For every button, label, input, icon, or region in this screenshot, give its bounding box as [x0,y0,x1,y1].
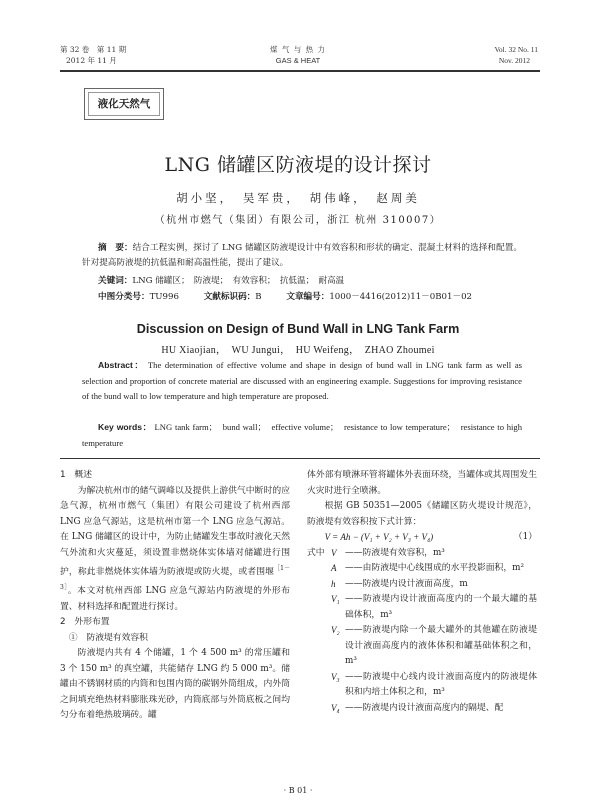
abstract-rule [60,458,540,459]
article-no-value: 1000－4416(2012)11－0B01－02 [329,292,473,302]
header-rule [60,70,540,72]
authors-cn: 胡小坚， 吴军贵， 胡伟峰， 赵周美 [176,191,420,205]
variable-description: ——防液堤内设计液面高度内的隔堤、配 [345,702,504,713]
header-volume-issue: 第 32 卷 第 11 期 [60,45,127,54]
classification-line [82,290,522,305]
variable-description: ——防液堤内除一个最大罐外的其他罐在防液堤设计液面高度内的液体体积和罐基础体积之和，m³ [345,625,537,666]
formula-number: （1） [513,532,537,542]
paragraph-overview: 为解决杭州市的储气调峰以及提供上游供气中断时的应急气源，杭州市燃气（集团）有限公司建设了杭州西部 LNG 应急气源站，这是杭州市第一个 LNG 应急气源站。在 LNG 储罐区的设计中，为防止储罐发生事故时液化天然气外流和火灾蔓延，须设置非燃烧体实体墙对储罐进行围护，称此非燃烧体实体墙为防液堤或防火堤，或者围堰$^{[1-3]}$。本文对杭州西部 LNG 应急气源站内防液堤的外形布置、材料选择和配置进行探讨。 [60,485,290,612]
formula-1: V = Ah − (V₁ + V₂ + V₃ + V₄) [324,532,434,542]
abstract-cn [82,241,522,271]
variable-symbol: h [331,578,336,589]
variable-symbol: V [331,547,337,558]
page-number: · B 01 · [283,786,313,795]
keywords-en-label: Key words： [98,422,152,432]
abstract-en-label: Abstract： [98,360,145,370]
citation-1-3: ［1－3］ [60,565,290,592]
variable-description: ——防液堤内设计液面高度内的一个最大罐的基础体积，m³ [345,594,537,620]
variable-definitions [307,546,537,717]
variable-row [331,561,537,577]
authors-en: HU Xiaojian， WU Jungui， HU Weifeng， ZHAO Zhoumei [161,345,435,356]
header-date-en: Nov. 2012 [498,56,530,65]
keywords-en-text: LNG tank farm； bund wall； effective volume； resistance to low temperature； resistance to high temperature [82,422,522,448]
header-journal-en: GAS & HEAT [275,56,321,65]
variable-description: ——由防液堤中心线围成的水平投影面积，m² [345,563,525,573]
formula-row [307,530,537,546]
variable-description: ——防液堤中心线内设计液面高度内的防液堤体积和内培土体积之和，m³ [345,671,537,697]
section-tag-label: 液化天然气 [88,92,160,116]
variable-row [331,623,537,670]
header-date: 2012 年 11 月 [66,56,117,65]
section-1-heading: 1 概述 [60,470,92,480]
article-title-en: Discussion on Design of Bund Wall in LNG Tank Farm [136,322,460,336]
abstract-en-text: The determination of effective volume and shape in design of bund wall in LNG tank farm as well as selection and proportion of concrete material are discussed with an engineering example. Suggestions for improving resistance of the bund wall to low temperature and high temperature are proposed. [82,360,522,401]
header-vol-en: Vol. 32 No. 11 [494,45,538,54]
variable-description: ——防液堤有效容积，m³ [345,547,445,558]
section-2-heading: 2 外形布置 [60,617,110,628]
variable-list [331,546,537,717]
clc-value: TU996 [149,292,179,302]
where-label: 式中 [307,547,325,558]
keywords-cn-text: LNG 储罐区； 防液堤； 有效容积； 抗低温； 耐高温 [132,276,345,286]
variable-row [331,577,537,593]
variable-row [331,670,537,701]
abstract-cn-label: 摘 要： [98,243,133,253]
variable-row [331,592,537,623]
paragraph-spray: 体外部有喷淋环管将罐体外表面环绕，当罐体或其周围发生火灾时进行全喷淋。 [307,470,537,496]
doc-code-value: B [255,292,262,302]
keywords-en [82,420,522,451]
clc-label: 中图分类号： [98,292,150,302]
subsection-1-heading: ① 防液堤有效容积 [68,632,148,643]
variable-symbol: V₁ [331,594,340,604]
abstract-en [82,358,522,405]
doc-code-label: 文献标识码： [203,292,256,302]
article-title-cn: LNG 储罐区防液堤的设计探讨 [164,154,432,176]
keywords-cn [82,274,522,289]
article-no-label: 文章编号： [286,292,330,302]
variable-symbol: V₃ [331,671,340,682]
variable-row [331,701,537,717]
affiliation-cn: （杭州市燃气（集团）有限公司，浙江 杭州 310007） [154,215,442,226]
variable-row [331,546,537,562]
variable-symbol: V₂ [331,625,340,635]
paragraph-effective-volume: 防液堤内共有 4 个储罐，1 个 4 500 m³ 的常压罐和 3 个 150 m³ 的真空罐，共能储存 LNG 约 5 000 m³。储罐由不锈钢材质的内筒和包围内筒的碳钢外筒组成，内外筒之间填充绝热材料膨胀珠光砂，内筒底部与外筒底板之间均匀分布着绝热玻璃砖。罐 [60,648,290,721]
header-journal-cn: 煤 气 与 热 力 [269,45,327,54]
variable-symbol: V₄ [331,702,340,713]
variable-description: ——防液堤内设计液面高度，m [345,578,468,589]
keywords-cn-label: 关键词： [98,276,133,286]
right-column [307,468,537,716]
left-column [60,468,290,724]
abstract-cn-text: 结合工程实例，探讨了 LNG 储罐区防液堤设计中有效容积和形状的确定、混凝土材料的选择和配置。针对提高防液堤的抗低温和耐高温性能，提出了建议。 [82,243,522,268]
paragraph-standard: 根据 GB 50351—2005《储罐区防火堤设计规范》，防液堤有效容积按下式计算： [307,501,537,527]
section-tag [84,88,164,120]
variable-symbol: A [331,563,337,573]
